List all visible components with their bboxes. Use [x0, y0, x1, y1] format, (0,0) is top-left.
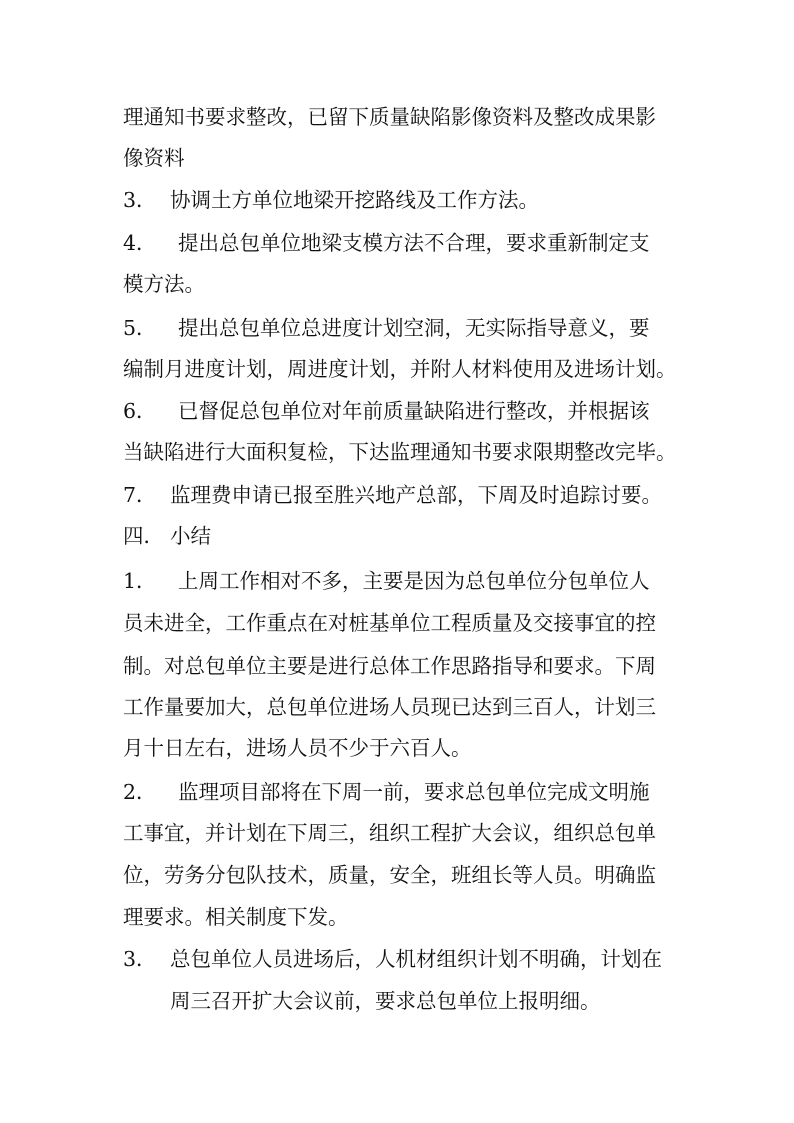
list-item-1 [0, 563, 794, 599]
text-line [0, 351, 794, 387]
list-item-7 [0, 477, 794, 513]
item-text: 协调土方单位地梁开挖路线及工作方法。 [170, 188, 539, 212]
text-line [0, 140, 794, 176]
text-line [0, 99, 794, 135]
paragraph-text: 理要求。相关制度下发。 [123, 905, 349, 929]
text-line [0, 899, 794, 935]
paragraph-text: 制。对总包单位主要是进行总体工作思路指导和要求。下周 [123, 654, 656, 678]
paragraph-text: 像资料 [123, 146, 185, 170]
list-item-3 [0, 941, 794, 977]
text-line [0, 689, 794, 725]
paragraph-text: 理通知书要求整改，已留下质量缺陷影像资料及整改成果影 [123, 105, 656, 129]
item-text: 上周工作相对不多，主要是因为总包单位分包单位人 [178, 569, 650, 593]
list-item-4 [0, 225, 794, 261]
paragraph-text: 工作量要加大，总包单位进场人员现已达到三百人，计划三 [123, 695, 656, 719]
item-text: 总包单位人员进场后，人机材组织计划不明确，计划在 [170, 947, 662, 971]
paragraph-text: 月十日左右，进场人员不少于六百人。 [123, 736, 472, 760]
section-heading [0, 518, 794, 554]
section-title: 小结 [170, 524, 211, 548]
list-item-2 [0, 774, 794, 810]
item-text: 监理项目部将在下周一前，要求总包单位完成文明施 [178, 780, 650, 804]
paragraph-text: 模方法。 [123, 272, 205, 296]
item-text: 提出总包单位地梁支模方法不合理，要求重新制定支 [178, 231, 650, 255]
item-number: 6． [123, 399, 157, 423]
paragraph-text: 当缺陷进行大面积复检，下达监理通知书要求限期整改完毕。 [123, 440, 677, 464]
text-line [0, 983, 794, 1019]
paragraph-text: 周三召开扩大会议前，要求总包单位上报明细。 [170, 989, 601, 1013]
text-line [0, 648, 794, 684]
text-line [0, 815, 794, 851]
section-number: 四． [123, 524, 164, 548]
item-text: 已督促总包单位对年前质量缺陷进行整改，并根据该 [178, 399, 650, 423]
list-item-3 [0, 182, 794, 218]
text-line [0, 857, 794, 893]
item-number: 5． [123, 316, 157, 340]
item-number: 3． [123, 947, 157, 971]
list-item-5 [0, 310, 794, 346]
paragraph-text: 员未进全，工作重点在对桩基单位工程质量及交接事宜的控 [123, 611, 656, 635]
list-item-6 [0, 393, 794, 429]
text-line [0, 605, 794, 641]
paragraph-text: 编制月进度计划，周进度计划，并附人材料使用及进场计划。 [123, 357, 677, 381]
item-text: 提出总包单位总进度计划空洞，无实际指导意义，要 [178, 316, 650, 340]
item-number: 1． [123, 569, 157, 593]
text-line [0, 434, 794, 470]
item-text: 监理费申请已报至胜兴地产总部，下周及时追踪讨要。 [170, 483, 662, 507]
text-line [0, 730, 794, 766]
item-number: 4． [123, 231, 157, 255]
paragraph-text: 位，劳务分包队技术，质量，安全，班组长等人员。明确监 [123, 863, 656, 887]
item-number: 2． [123, 780, 157, 804]
item-number: 3． [123, 188, 157, 212]
text-line [0, 266, 794, 302]
paragraph-text: 工事宜，并计划在下周三，组织工程扩大会议，组织总包单 [123, 821, 656, 845]
item-number: 7． [123, 483, 157, 507]
